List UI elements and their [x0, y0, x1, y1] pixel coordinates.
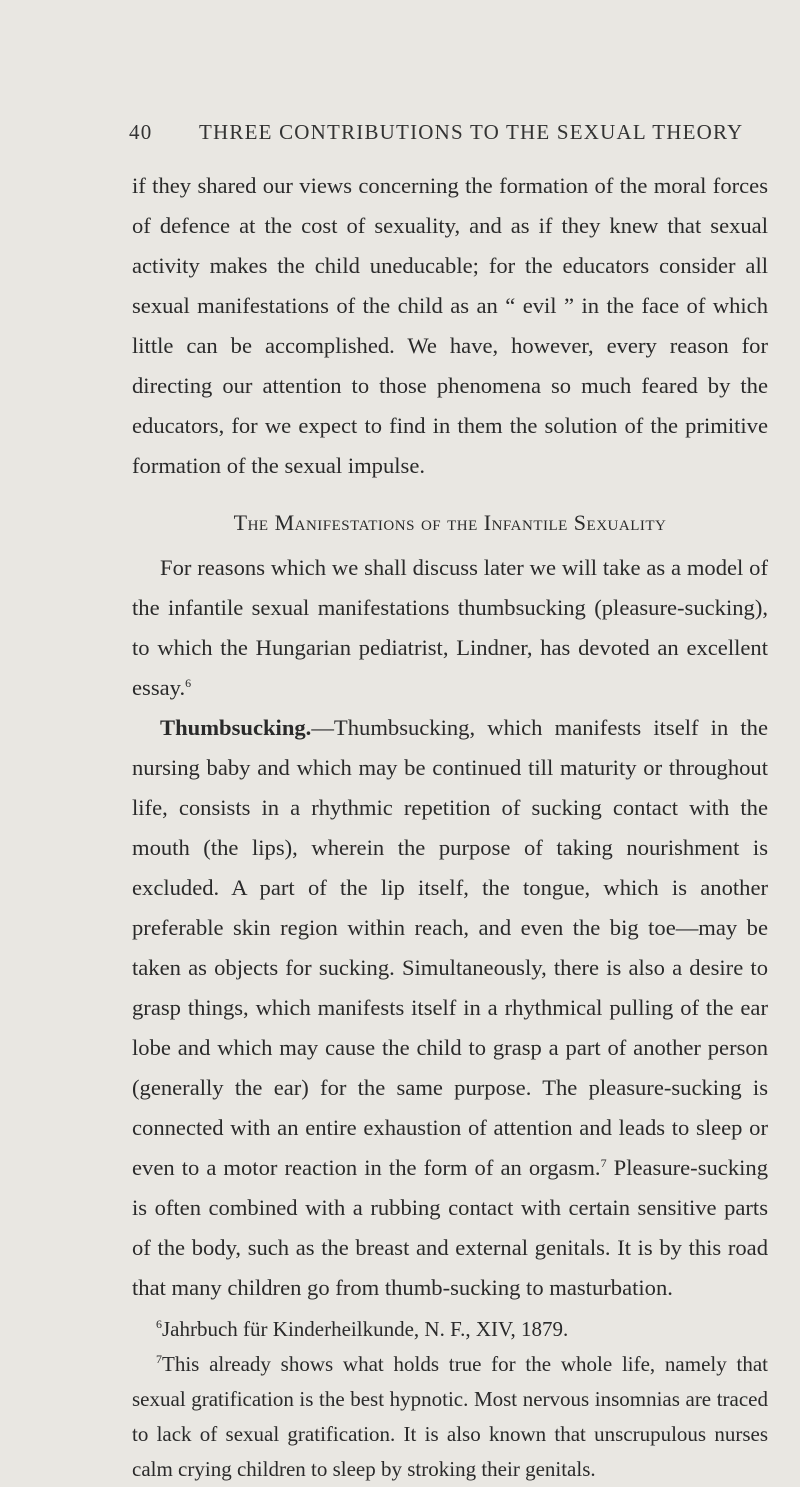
paragraph-thumbsucking — [132, 708, 768, 1308]
footnote-marker: 7 — [156, 1352, 162, 1366]
paragraph-thumbsucking-text-b: Pleasure-sucking is often combined with a rubbing contact with certain sensitive parts of the body, such as the breast and external genitals. It is by this road that many children go from thumb-sucking to masturbation. — [132, 1155, 768, 1300]
footnote — [132, 1347, 768, 1487]
footnote-ref-7: 7 — [600, 1156, 607, 1170]
paragraph-thumbsucking-text-a: —Thumbsucking, which manifests itself in the nursing baby and which may be continued till maturity or throughout life, consists in a rhythmic repetition of sucking contact with the mouth (the lips), wherein the purpose of taking nourishment is excluded. A part of the lip itself, the tongue, which is another preferable skin region within reach, and even the big toe—may be taken as objects for sucking. Simultaneously, there is also a desire to grasp things, which manifests itself in a rhythmical pulling of the ear lobe and which may cause the child to grasp a part of another person (generally the ear) for the same purpose. The pleasure-sucking is connected with an entire exhaustion of attention and leads to sleep or even to a motor reaction in the form of an orgasm. — [132, 715, 768, 1180]
footnote-text: This already shows what holds true for the whole life, namely that sexual gratification is the best hypnotic. Most nervous insomnias are traced to lack of sexual gratification. It is also known that unscrupulous nurses calm crying children to sleep by stroking their genitals. — [132, 1352, 768, 1481]
footnotes — [132, 1312, 768, 1487]
footnote-ref-6: 6 — [185, 676, 192, 690]
page-number: 40 — [129, 120, 153, 144]
page-header — [129, 120, 769, 145]
page-body — [132, 166, 768, 1487]
footnote-text: Jahrbuch für Kinderheilkunde, N. F., XIV, 1879. — [162, 1317, 569, 1341]
paragraph-continuation: if they shared our views concerning the formation of the moral forces of defence at the cost of sexuality, and as if they knew that sexual activity makes the child uneducable; for the educators consider all sexual manifestations of the child as an “ evil ” in the face of which little can be accomplished. We have, however, every reason for directing our attention to those phenomena so much feared by the educators, for we expect to find in them the solution of the primitive formation of the sexual impulse. — [132, 173, 768, 478]
paragraph-intro — [132, 548, 768, 708]
paragraph-intro-text: For reasons which we shall discuss later we will take as a model of the infantile sexual manifestations thumbsucking (pleasure-sucking), to which the Hungarian pediatrist, Lindner, has devoted an excellent essay. — [132, 555, 768, 700]
run-in-heading: Thumbsucking. — [160, 715, 312, 740]
section-heading: The Manifestations of the Infantile Sexuality — [233, 510, 667, 535]
running-title: THREE CONTRIBUTIONS TO THE SEXUAL THEORY — [199, 120, 744, 144]
footnote-marker: 6 — [156, 1317, 162, 1331]
footnote — [132, 1312, 768, 1347]
